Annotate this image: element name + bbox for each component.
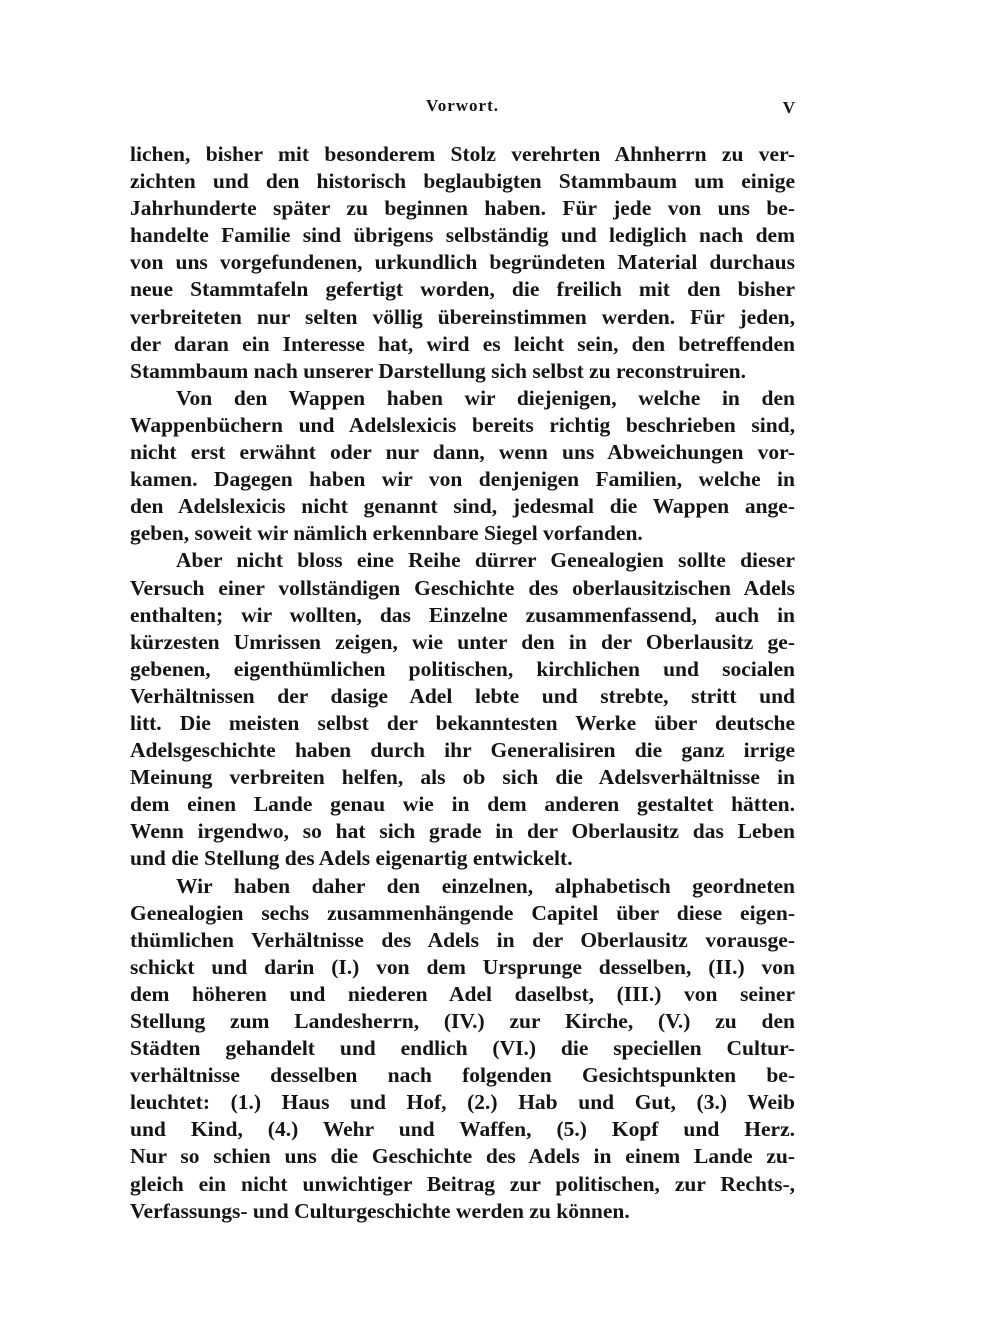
text-line: leuchtet: (1.) Haus und Hof, (2.) Hab und Gut, (3.) Weib <box>130 1090 795 1115</box>
text-line: lichen, bisher mit besonderem Stolz verehrten Ahnherrn zu ver- <box>130 142 795 166</box>
text-line: geben, soweit wir nämlich erkennbare Siegel vorfanden. <box>130 521 643 546</box>
text-line: Meinung verbreiten helfen, als ob sich die Adelsverhältnisse in <box>130 765 795 790</box>
text-line: litt. Die meisten selbst der bekanntesten Werke über deutsche <box>130 710 795 735</box>
body-text <box>130 141 795 1225</box>
text-line: nicht erst erwähnt oder nur dann, wenn uns Abweichungen vor- <box>130 440 795 465</box>
page-header <box>130 96 795 126</box>
text-line: Versuch einer vollständigen Geschichte des oberlausitzischen Adels <box>130 575 795 600</box>
text-line: handelte Familie sind übrigens selbständig und lediglich nach dem <box>130 223 795 248</box>
text-line: Verfassungs- und Culturgeschichte werden zu können. <box>130 1198 630 1223</box>
text-line: dem einen Lande genau wie in dem anderen gestaltet hätten. <box>130 792 795 817</box>
page-number: V <box>782 98 795 117</box>
text-line: von uns vorgefundenen, urkundlich begründeten Material durchaus <box>130 250 795 275</box>
text-line: und die Stellung des Adels eigenartig entwickelt. <box>130 846 573 871</box>
text-line: Aber nicht bloss eine Reihe dürrer Genealogien sollte dieser <box>176 548 795 573</box>
text-line: Verhältnissen der dasige Adel lebte und strebte, stritt und <box>130 683 795 708</box>
text-line: neue Stammtafeln gefertigt worden, die freilich mit den bisher <box>130 277 795 302</box>
text-line: Wappenbüchern und Adelslexicis bereits richtig beschrieben sind, <box>130 412 795 437</box>
text-line: Jahrhunderte später zu beginnen haben. Für jede von uns be- <box>130 196 795 221</box>
text-line: Wenn irgendwo, so hat sich grade in der Oberlausitz das Leben <box>130 819 795 844</box>
running-title: Vorwort. <box>426 96 499 115</box>
text-line: Adelsgeschichte haben durch ihr Generalisiren die ganz irrige <box>130 738 795 763</box>
text-line: gleich ein nicht unwichtiger Beitrag zur politischen, zur Rechts-, <box>130 1171 795 1196</box>
text-line: zichten und den historisch beglaubigten Stammbaum um einige <box>130 169 795 194</box>
text-line: gebenen, eigenthümlichen politischen, kirchlichen und socialen <box>130 656 795 681</box>
text-line: der daran ein Interesse hat, wird es leicht sein, den betreffenden <box>130 331 795 356</box>
text-line: enthalten; wir wollten, das Einzelne zusammenfassend, auch in <box>130 602 795 627</box>
text-line: Wir haben daher den einzelnen, alphabetisch geordneten <box>176 873 795 898</box>
text-line: Genealogien sechs zusammenhängende Capitel über diese eigen- <box>130 900 795 925</box>
text-line: Nur so schien uns die Geschichte des Adels in einem Lande zu- <box>130 1144 795 1169</box>
text-line: thümlichen Verhältnisse des Adels in der Oberlausitz vorausge- <box>130 927 795 952</box>
text-line: verbreiteten nur selten völlig übereinstimmen werden. Für jeden, <box>130 304 795 329</box>
text-line: dem höheren und niederen Adel daselbst, (III.) von seiner <box>130 981 795 1006</box>
text-line: und Kind, (4.) Wehr und Waffen, (5.) Kopf und Herz. <box>130 1117 795 1142</box>
text-line: verhältnisse desselben nach folgenden Gesichtspunkten be- <box>130 1063 795 1088</box>
text-line: Städten gehandelt und endlich (VI.) die speciellen Cultur- <box>130 1036 795 1061</box>
text-line: schickt und darin (I.) von dem Ursprunge desselben, (II.) von <box>130 954 795 979</box>
text-line: kürzesten Umrissen zeigen, wie unter den in der Oberlausitz ge- <box>130 629 795 654</box>
text-line: Stellung zum Landesherrn, (IV.) zur Kirche, (V.) zu den <box>130 1009 795 1033</box>
text-line: den Adelslexicis nicht genannt sind, jedesmal die Wappen ange- <box>130 494 795 519</box>
text-line: Von den Wappen haben wir diejenigen, welche in den <box>176 385 795 410</box>
text-line: Stammbaum nach unserer Darstellung sich selbst zu reconstruiren. <box>130 358 746 383</box>
text-line: kamen. Dagegen haben wir von denjenigen Familien, welche in <box>130 467 795 492</box>
